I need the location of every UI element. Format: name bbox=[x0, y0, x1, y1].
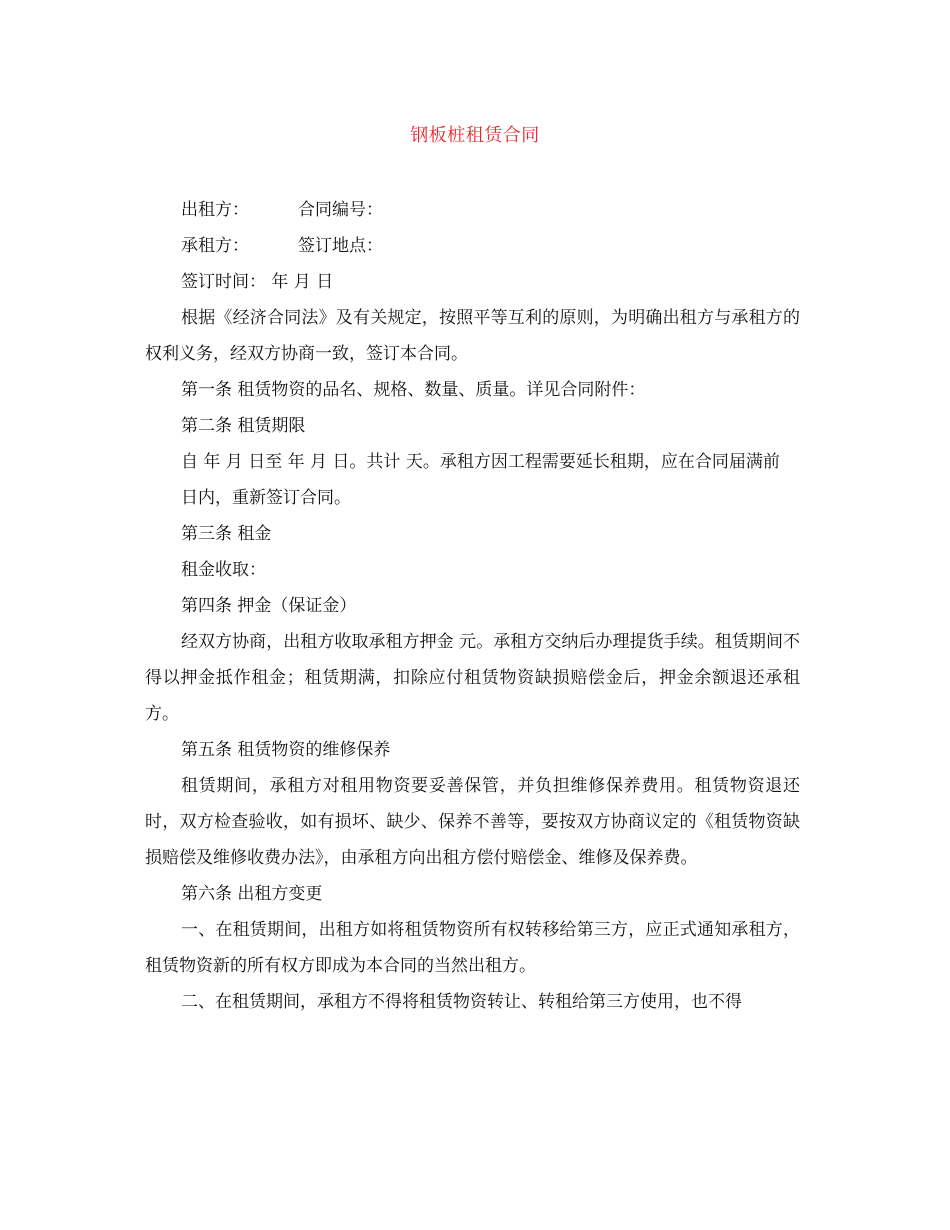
header-field-row-lessee bbox=[145, 228, 800, 264]
intro-paragraph: 根据《经济合同法》及有关规定，按照平等互利的原则，为明确出租方与承租方的权利义务，经双方协商一致，签订本合同。 bbox=[145, 308, 800, 364]
article-4-text: 经双方协商，出租方收取承租方押金 元。承租方交纳后办理提货手续。租赁期间不得以押金抵作租金；租赁期满，扣除应付租赁物资缺损赔偿金后，押金余额退还承租方。 bbox=[145, 632, 800, 724]
document-body bbox=[145, 192, 800, 1020]
lessee-label: 承租方： bbox=[181, 236, 249, 256]
article-4-heading: 第四条 押金（保证金） bbox=[181, 596, 357, 616]
signing-date-line: 签订时间： 年 月 日 bbox=[181, 272, 334, 292]
article-2-text: 自 年 月 日至 年 月 日。共计 天。承租方因工程需要延长租期，应在合同届满前 bbox=[181, 452, 780, 472]
article-6-item-1: 一、在租赁期间，出租方如将租赁物资所有权转移给第三方，应正式通知承租方，租赁物资新的所有权方即成为本合同的当然出租方。 bbox=[145, 920, 800, 976]
lessor-label: 出租方： bbox=[181, 200, 249, 220]
article-3-heading: 第三条 租金 bbox=[181, 524, 272, 544]
article-2-text-continued: 日内，重新签订合同。 bbox=[181, 488, 351, 508]
article-3-text: 租金收取： bbox=[181, 560, 266, 580]
article-5-text: 租赁期间，承租方对租用物资要妥善保管，并负担维修保养费用。租赁物资退还时，双方检查验收，如有损坏、缺少、保养不善等，要按双方协商议定的《租赁物资缺损赔偿及维修收费办法》，由承租方向出租方偿付赔偿金、维修及保养费。 bbox=[145, 776, 800, 868]
header-field-row-lessor bbox=[145, 192, 800, 228]
document-title: 钢板桩租赁合同 bbox=[410, 125, 540, 146]
contract-number-label: 合同编号： bbox=[298, 200, 383, 220]
article-5-heading: 第五条 租赁物资的维修保养 bbox=[181, 740, 391, 760]
article-1-paragraph: 第一条 租赁物资的品名、规格、数量、质量。详见合同附件： bbox=[181, 380, 646, 400]
article-6-item-2: 二、在租赁期间，承租方不得将租赁物资转让、转租给第三方使用，也不得 bbox=[181, 992, 742, 1012]
signing-place-label: 签订地点： bbox=[298, 236, 383, 256]
article-2-heading: 第二条 租赁期限 bbox=[181, 416, 306, 436]
article-6-heading: 第六条 出租方变更 bbox=[181, 884, 323, 904]
